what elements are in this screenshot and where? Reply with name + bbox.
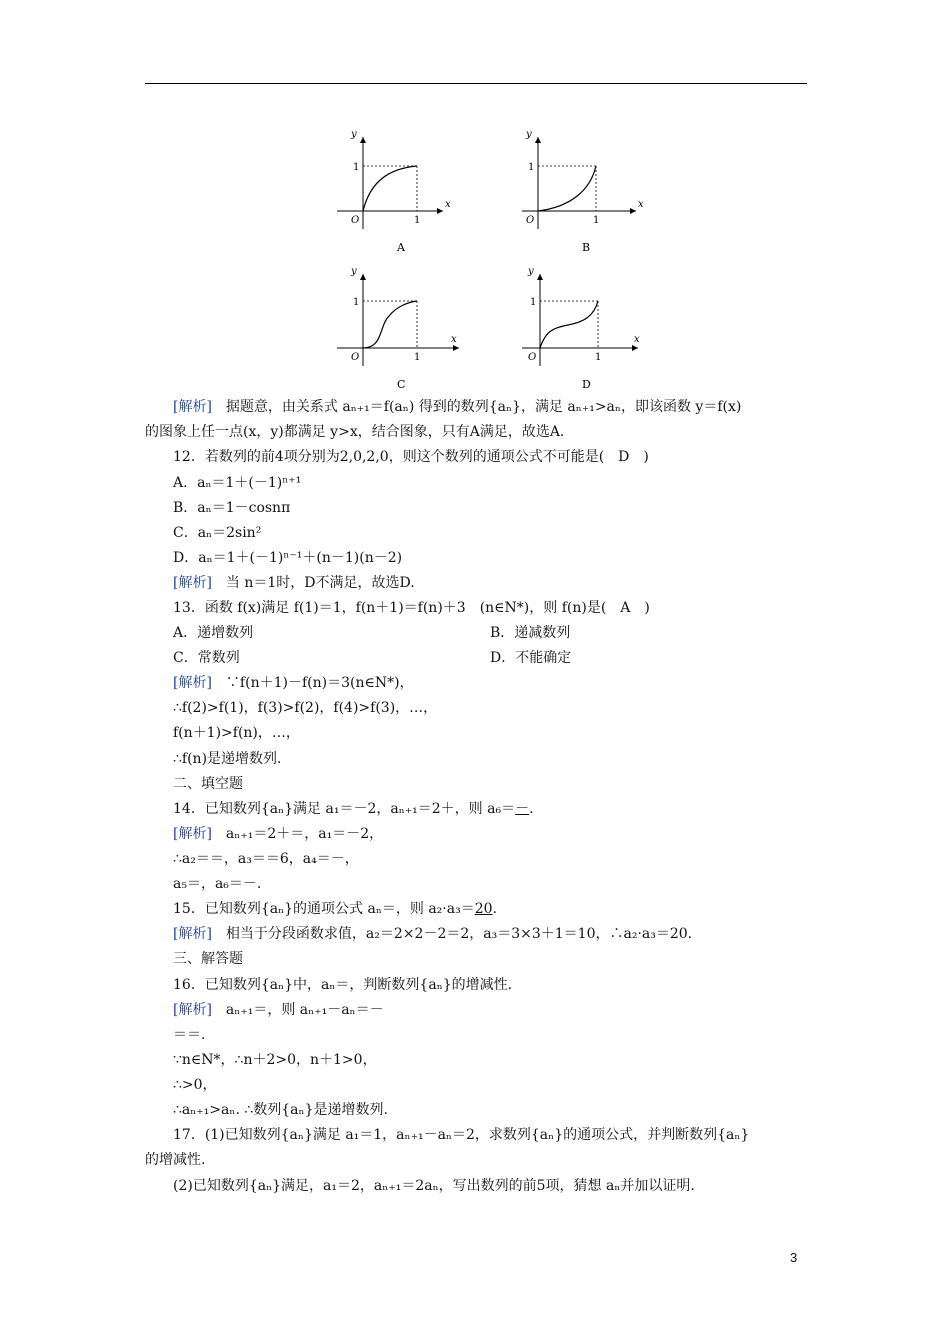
graph-c [325, 262, 465, 390]
figure-label: A [397, 241, 405, 253]
line-text: 相当于分段函数求值，a₂＝2×2－2＝2，a₃＝3×3＋1＝10，∴a₂·a₃＝20. [211, 926, 693, 942]
analysis-14-line-1 [173, 825, 950, 843]
analysis-tag: [解析] [173, 675, 212, 691]
page-number: 3 [790, 1250, 798, 1265]
line-text: 当 n＝1时，D不满足，故选D. [211, 575, 415, 591]
x-tick: 1 [414, 352, 421, 363]
option-d: D．不能确定 [490, 650, 572, 666]
line-text: 12．若数列的前4项分别为2,0,2,0，则这个数列的通项公式不可能是( D ) [173, 449, 649, 465]
graph-b [510, 125, 650, 253]
line-text: a₅＝，a₆＝－. [173, 876, 262, 892]
analysis-tag: [解析] [173, 575, 212, 591]
analysis-13-line-1 [173, 674, 950, 692]
analysis-14-line-2 [173, 850, 950, 868]
line-text: aₙ₊₁＝，则 aₙ₊₁－aₙ＝－ [211, 1002, 384, 1018]
analysis-13-line-2 [173, 699, 950, 717]
y-axis-label: y [528, 266, 534, 277]
origin-label: O [351, 352, 360, 363]
figure-label: B [582, 241, 591, 253]
x-tick: 1 [593, 215, 600, 226]
question-12 [173, 448, 950, 466]
line-text: aₙ₊₁＝2＋＝，a₁＝－2， [211, 826, 384, 842]
line-text: D．aₙ＝1＋(－1)ⁿ⁻¹＋(n－1)(n－2) [173, 550, 403, 566]
analysis-13-line-3 [173, 724, 950, 742]
line-text: 的增减性. [145, 1152, 206, 1168]
line-text: ∵f(n＋1)－f(n)＝3(n∈N*)， [211, 675, 414, 691]
analysis-tag: [解析] [173, 826, 212, 842]
analysis-11-line-1 [173, 398, 950, 416]
line-text: A．aₙ＝1＋(－1)ⁿ⁺¹ [173, 475, 302, 491]
question-17-part-1 [173, 1126, 950, 1144]
answer-blank: － [515, 801, 530, 817]
graph-d [510, 262, 650, 390]
y-tick: 1 [530, 297, 537, 308]
x-axis-label: x [638, 199, 644, 210]
analysis-16-line-1 [173, 1001, 950, 1019]
graph-a [325, 125, 465, 253]
line-text: ∴>0， [173, 1077, 217, 1093]
line-text: 的图象上任一点(x，y)都满足 y>x，结合图象，只有A满足，故选A. [145, 424, 565, 440]
y-tick: 1 [353, 162, 360, 173]
section-heading: 二、填空题 [173, 776, 243, 792]
analysis-16-line-2 [173, 1026, 950, 1044]
option-a: A．递增数列 [173, 625, 254, 641]
line-text-end: . [492, 901, 497, 917]
options-13-ab [173, 624, 950, 642]
section-fill-in [173, 775, 950, 793]
y-tick: 1 [528, 162, 535, 173]
line-text: ∵n∈N*，∴n＋2>0，n＋1>0， [173, 1052, 377, 1068]
analysis-14-line-3 [173, 875, 950, 893]
option-12-c [173, 524, 950, 542]
question-17-part-1-cont [145, 1151, 950, 1169]
x-axis-label: x [634, 334, 640, 345]
analysis-15 [173, 925, 950, 943]
line-text: f(n＋1)>f(n)，…， [173, 725, 300, 741]
option-12-b [173, 499, 950, 517]
origin-label: O [526, 215, 535, 226]
y-tick: 1 [353, 297, 360, 308]
line-text: ∴f(n)是递增数列. [173, 751, 282, 767]
line-text: 15．已知数列{aₙ}的通项公式 aₙ＝，则 a₂·a₃＝ [173, 901, 475, 917]
line-text-end: . [529, 801, 534, 817]
line-text: B．aₙ＝1－cosnπ [173, 500, 291, 516]
line-text: ∴f(2)>f(1)，f(3)>f(2)，f(4)>f(3)，…， [173, 700, 438, 716]
line-text: ∴a₂＝＝，a₃＝＝6，a₄＝－， [173, 851, 359, 867]
y-axis-label: y [351, 129, 357, 140]
option-b: B．递减数列 [490, 625, 571, 641]
x-axis-label: x [445, 199, 451, 210]
x-tick: 1 [595, 352, 602, 363]
option-12-d [173, 549, 950, 567]
origin-label: O [528, 352, 537, 363]
section-heading: 三、解答题 [173, 951, 243, 967]
option-12-a [173, 474, 950, 492]
line-text: 据题意，由关系式 aₙ₊₁＝f(aₙ) 得到的数列{aₙ}，满足 aₙ₊₁>aₙ，即该函数 y＝f(x) [211, 399, 742, 415]
question-17-part-2 [173, 1177, 950, 1195]
y-axis-label: y [526, 129, 532, 140]
analysis-16-line-3 [173, 1051, 950, 1069]
line-text: ∴aₙ₊₁>aₙ. ∴数列{aₙ}是递增数列. [173, 1102, 388, 1118]
analysis-12 [173, 574, 950, 592]
line-text: 13．函数 f(x)满足 f(1)＝1，f(n＋1)＝f(n)＋3 (n∈N*)，则 f(n)是( A ) [173, 600, 650, 616]
section-answer [173, 950, 950, 968]
line-text: (2)已知数列{aₙ}满足，a₁＝2，aₙ₊₁＝2aₙ，写出数列的前5项，猜想 aₙ并加以证明. [173, 1178, 695, 1194]
analysis-13-line-4 [173, 750, 950, 768]
figure-label: D [582, 378, 591, 390]
question-15 [173, 900, 950, 918]
x-tick: 1 [414, 215, 421, 226]
question-14 [173, 800, 950, 818]
header-rule [145, 83, 807, 84]
y-axis-label: y [351, 266, 357, 277]
line-text: 14．已知数列{aₙ}满足 a₁＝－2，aₙ₊₁＝2＋，则 a₆＝ [173, 801, 516, 817]
line-text: 16．已知数列{aₙ}中，aₙ＝，判断数列{aₙ}的增减性. [173, 977, 513, 993]
function-graphs [325, 125, 655, 390]
origin-label: O [351, 215, 360, 226]
x-axis-label: x [451, 334, 457, 345]
analysis-tag: [解析] [173, 926, 212, 942]
question-13 [173, 599, 950, 617]
question-16 [173, 976, 950, 994]
figure-label: C [397, 378, 406, 390]
line-text: 17．(1)已知数列{aₙ}满足 a₁＝1，aₙ₊₁－aₙ＝2，求数列{aₙ}的通项公式，并判断数列{aₙ} [173, 1127, 750, 1143]
line-text: C．aₙ＝2sin² [173, 525, 262, 541]
analysis-11-line-2 [145, 423, 950, 441]
answer-blank: 20 [474, 901, 493, 917]
option-c: C．常数列 [173, 650, 240, 666]
analysis-tag: [解析] [173, 399, 212, 415]
options-13-cd [173, 649, 950, 667]
analysis-16-line-5 [173, 1101, 950, 1119]
analysis-tag: [解析] [173, 1002, 212, 1018]
line-text: ＝＝. [173, 1027, 206, 1043]
analysis-16-line-4 [173, 1076, 950, 1094]
